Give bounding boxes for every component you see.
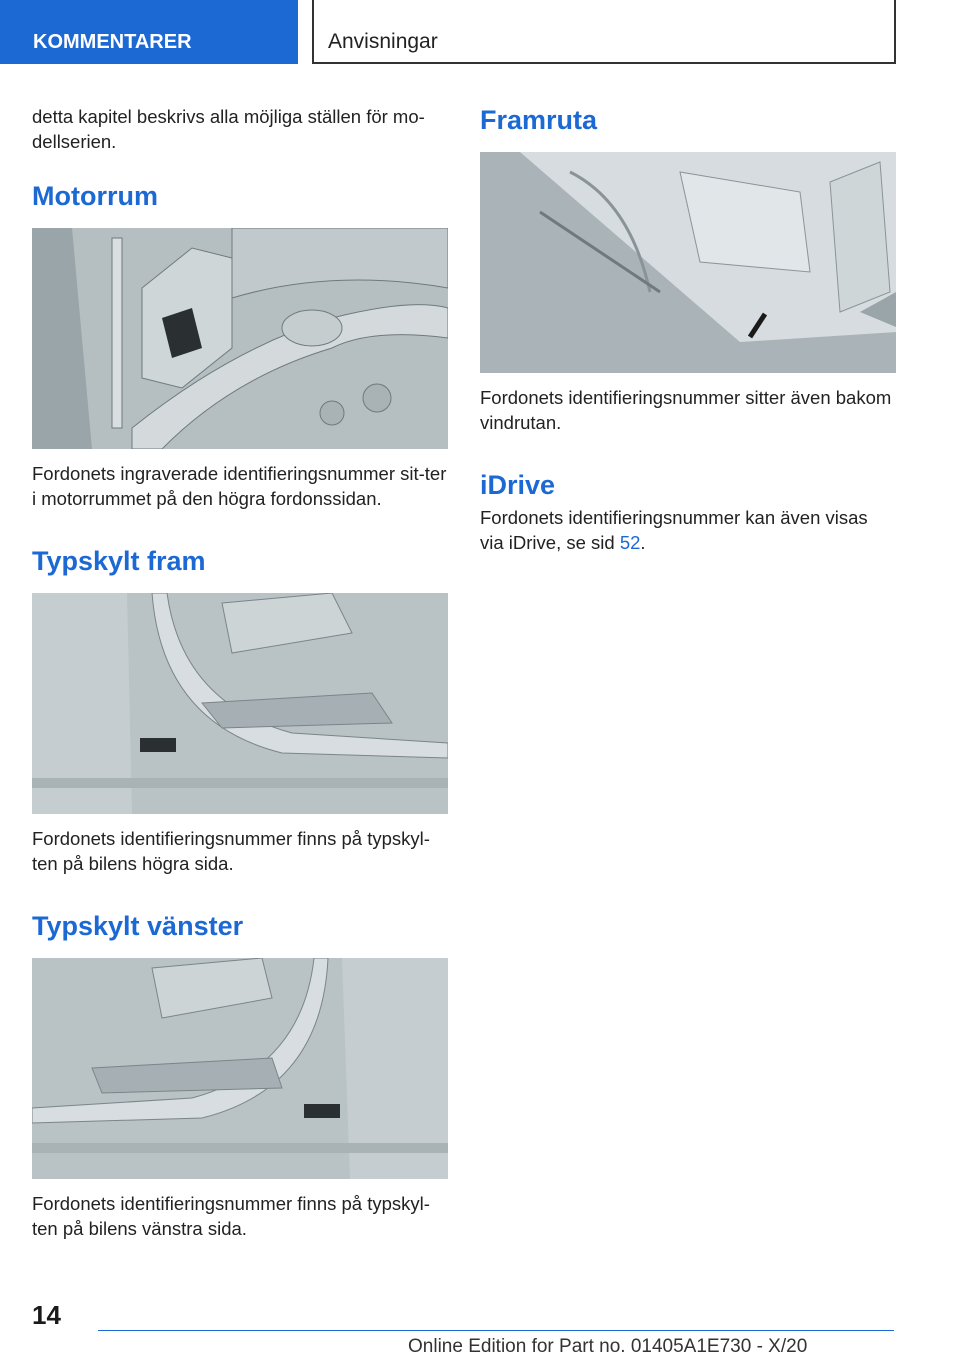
windshield-illustration — [480, 152, 896, 373]
heading-idrive: iDrive — [480, 470, 556, 500]
front-door-pillar-illustration — [32, 593, 448, 814]
intro-paragraph: detta kapitel beskrivs alla möjliga ställen för mo-dellserien. — [32, 106, 425, 152]
engine-bay-illustration — [32, 228, 448, 449]
idrive-text: Fordonets identifieringsnummer kan även visas via iDrive, se sid — [480, 507, 868, 553]
header-chapter-tab[interactable] — [0, 0, 298, 64]
heading-typskylt-fram: Typskylt fram — [32, 546, 206, 576]
heading-motorrum: Motorrum — [32, 181, 158, 211]
caption-motorrum: Fordonets ingraverade identifieringsnummer sit-ter i motorrummet på den högra fordonssidan. — [32, 463, 447, 509]
heading-typskylt-vanster: Typskylt vänster — [32, 911, 244, 941]
idrive-text-end: . — [640, 532, 646, 553]
footer-divider — [98, 1330, 894, 1331]
right-column — [480, 100, 896, 555]
page-number: 14 — [32, 1300, 61, 1330]
header-section-title — [312, 0, 896, 64]
idrive-paragraph — [480, 505, 896, 555]
caption-typskylt-vanster: Fordonets identifieringsnummer finns på typskyl-ten på bilens vänstra sida. — [32, 1193, 430, 1239]
caption-typskylt-fram: Fordonets identifieringsnummer finns på typskyl-ten på bilens högra sida. — [32, 828, 430, 874]
page-reference-link[interactable]: 52 — [619, 532, 641, 553]
left-column — [32, 100, 448, 1241]
footer-edition: Online Edition for Part no. 01405A1E730 - X/20 — [408, 1336, 808, 1357]
heading-framruta: Framruta — [480, 105, 598, 135]
caption-framruta: Fordonets identifieringsnummer sitter även bakom vindrutan. — [480, 387, 892, 433]
section-title-label: Anvisningar — [328, 30, 438, 53]
left-door-pillar-illustration — [32, 958, 448, 1179]
chapter-tab-label: KOMMENTARER — [33, 31, 192, 53]
